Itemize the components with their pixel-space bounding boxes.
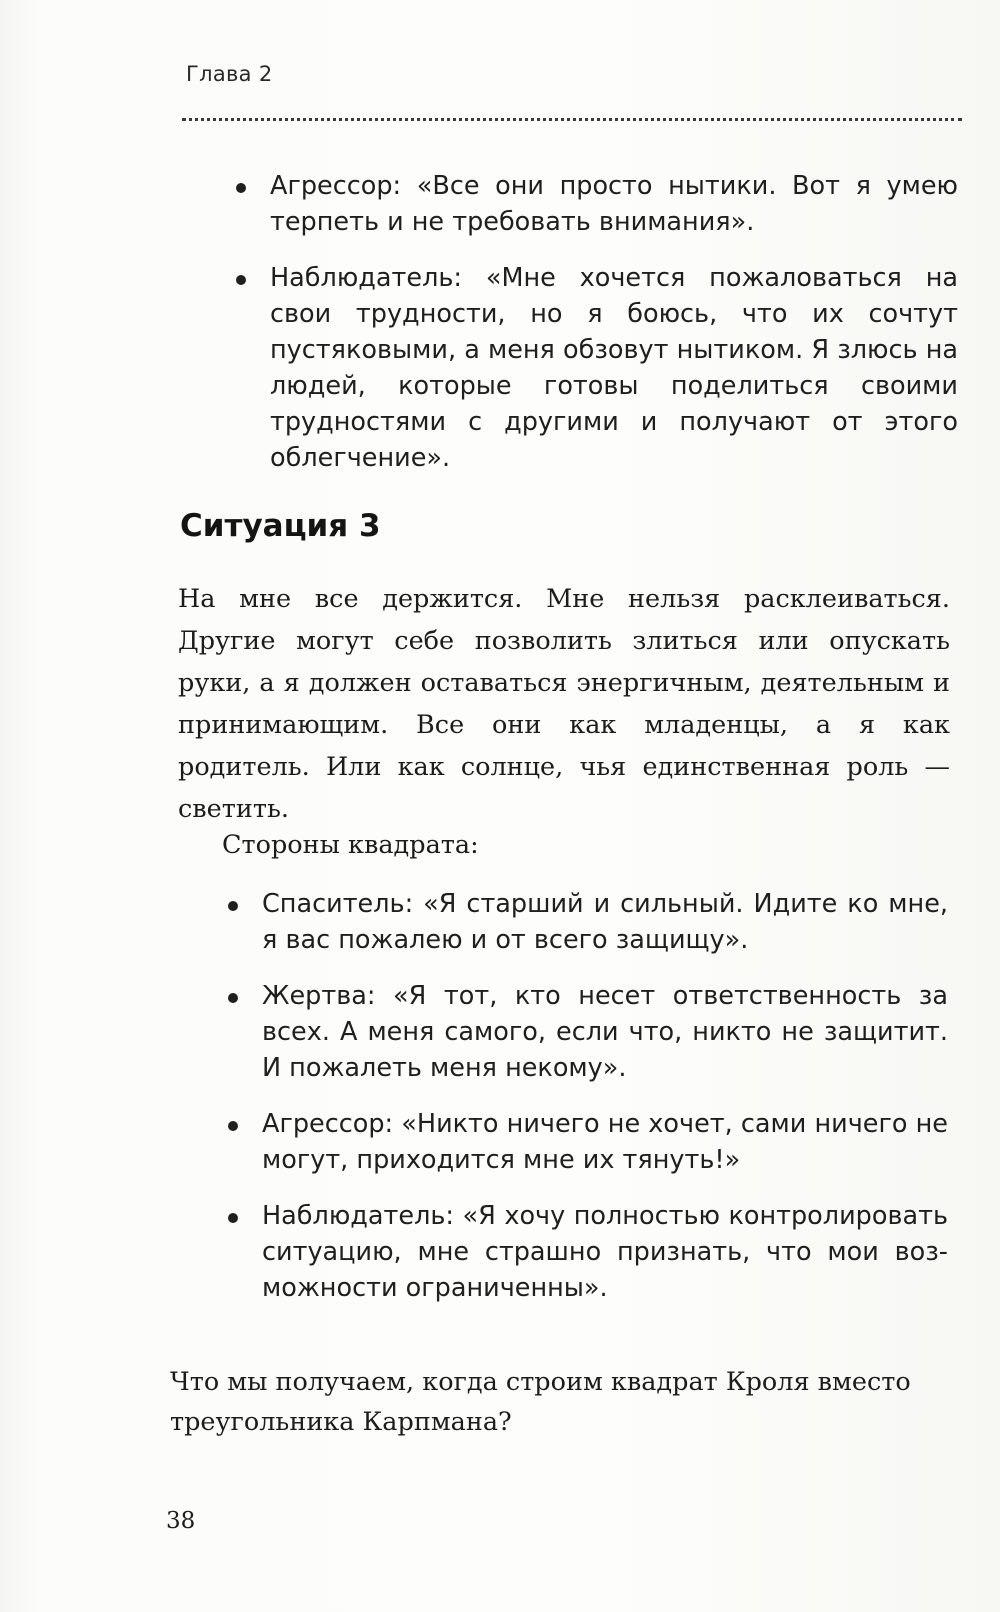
bullet-icon (228, 901, 238, 911)
bullet-icon (228, 1213, 238, 1223)
bullet-icon (236, 183, 246, 193)
section-heading: Ситуация 3 (180, 508, 381, 544)
page-number: 38 (166, 1508, 196, 1534)
list-item (262, 978, 948, 1086)
sides-lead-text: Стороны квадрата: (222, 830, 479, 860)
bullet-list-top (270, 168, 958, 476)
list-item (262, 1106, 948, 1178)
bullet-icon (236, 275, 246, 285)
list-item-text: Жертва: «Я тот, кто несет ответственность за всех. А меня самого, если что, никто не защитит. И пожалеть меня некому». (262, 981, 948, 1083)
list-item-text: Агрессор: «Все они просто нытики. Вот я умею терпеть и не требовать внимания». (270, 171, 958, 237)
list-item-text: Спаситель: «Я старший и сильный. Идите ко мне, я вас пожалею и от всего защищу». (262, 889, 948, 955)
bullet-icon (228, 1121, 238, 1131)
list-item (270, 260, 958, 476)
list-item (262, 1198, 948, 1306)
bullet-icon (228, 993, 238, 1003)
closing-question: Что мы получаем, когда строим квадрат Кроля вместо треугольника Карпмана? (170, 1367, 911, 1437)
list-item (262, 886, 948, 958)
running-head: Глава 2 (186, 62, 273, 86)
situation-paragraph: На мне все держится. Мне нельзя расклеиваться. Другие могут себе позволить злиться или опускать руки, а я должен оставаться энергичным, деятельным и принимающим. Все они как младенцы, а я как родитель. Или как солнце, чья единственная роль — светить. (178, 584, 950, 824)
header-divider (182, 118, 962, 121)
list-item-text: Наблюдатель: «Мне хочется пожаловаться на свои трудности, но я боюсь, что их сочтут пустяковыми, а меня обзовут нытиком. Я злюсь на людей, которые готовы поделиться своими трудностями с другими и получают от этого облегчение». (270, 263, 958, 473)
list-item-text: Наблюдатель: «Я хочу полностью контролировать ситуацию, мне страшно признать, что мои возможности ограниченны». (262, 1201, 948, 1303)
list-item (270, 168, 958, 240)
list-item-text: Агрессор: «Никто ничего не хочет, сами ничего не могут, приходится мне их тянуть!» (262, 1109, 948, 1175)
bullet-list-sides (262, 886, 948, 1306)
